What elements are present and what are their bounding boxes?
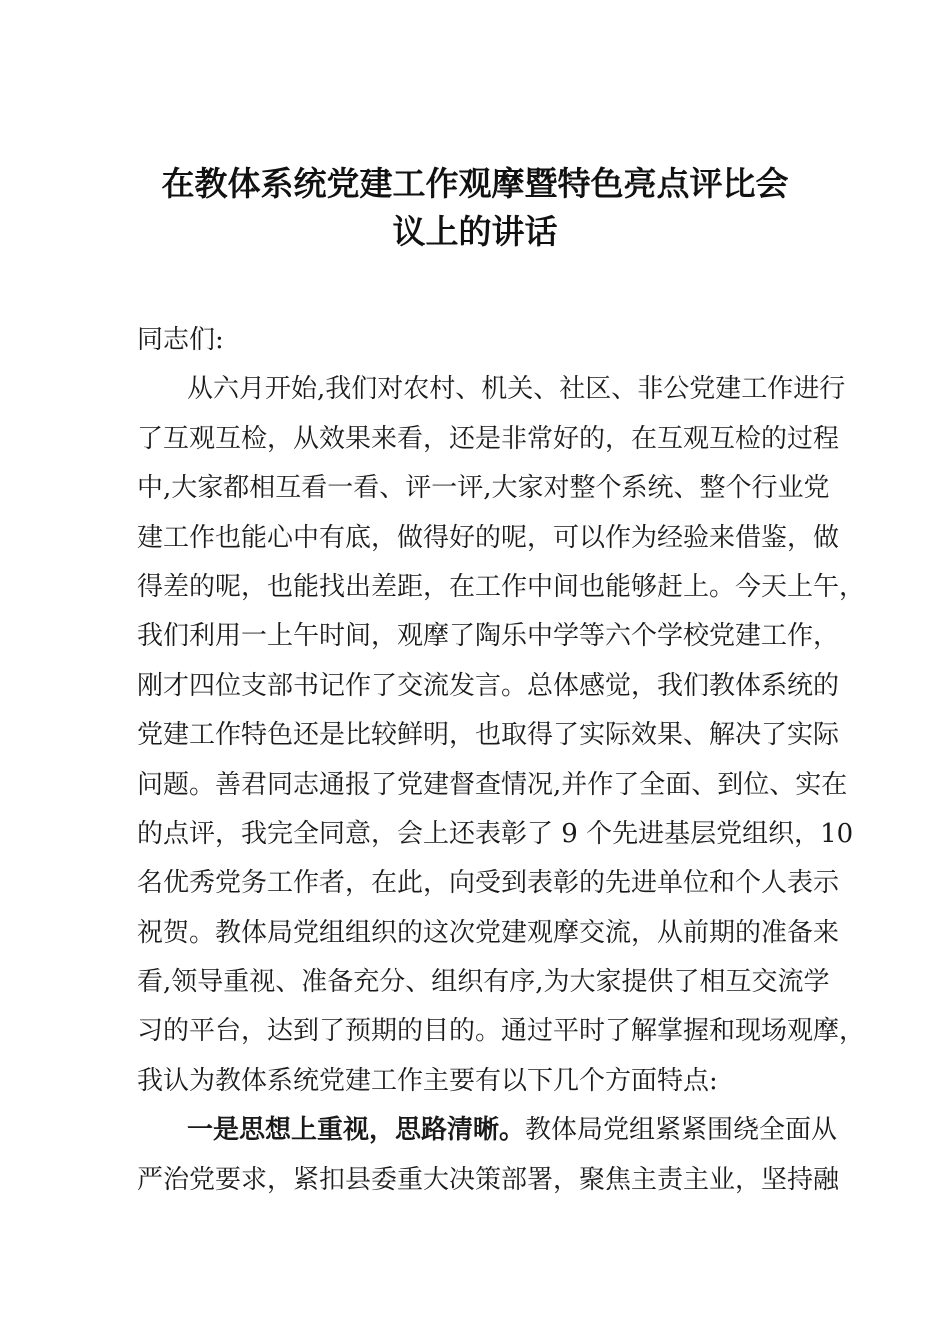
paragraph-line: 党建工作特色还是比较鲜明，也取得了实际效果、解决了实际 xyxy=(137,720,840,751)
paragraph-line: 习的平台，达到了预期的目的。通过平时了解掌握和现场观摩， xyxy=(137,1016,866,1047)
paragraph-line: 看,领导重视、准备充分、组织有序,为大家提供了相互交流学 xyxy=(137,967,830,998)
bold-lead-text: 一是思想上重视，思路清晰。 xyxy=(187,1115,526,1146)
paragraph-line: 我们利用一上午时间，观摩了陶乐中学等六个学校党建工作， xyxy=(137,621,840,652)
paragraph-line xyxy=(137,1106,838,1155)
paragraph-line: 名优秀党务工作者，在此，向受到表彰的先进单位和个人表示 xyxy=(137,868,840,899)
title-line-2: 议上的讲话 xyxy=(392,212,558,251)
paragraph-line: 刚才四位支部书记作了交流发言。总体感觉，我们教体系统的 xyxy=(137,670,840,701)
document-body xyxy=(137,316,866,1205)
paragraph-text: 教体局党组紧紧围绕全面从 xyxy=(525,1115,838,1146)
greeting: 同志们: xyxy=(137,325,224,355)
paragraph-line: 了互观互检，从效果来看，还是非常好的，在互观互检的过程 xyxy=(137,423,840,454)
title-line-1: 在教体系统党建工作观摩暨特色亮点评比会 xyxy=(161,164,789,203)
document-title xyxy=(120,160,830,256)
paragraph-line: 我认为教体系统党建工作主要有以下几个方面特点: xyxy=(137,1065,718,1096)
paragraph-line: 建工作也能心中有底，做得好的呢，可以作为经验来借鉴，做 xyxy=(137,522,840,553)
paragraph-1 xyxy=(137,365,866,1106)
paragraph-line: 祝贺。教体局党组组织的这次党建观摩交流，从前期的准备来 xyxy=(137,917,840,948)
paragraph-line: 严治党要求，紧扣县委重大决策部署，聚焦主责主业，坚持融 xyxy=(137,1164,840,1195)
paragraph-2 xyxy=(137,1106,840,1205)
paragraph-line: 问题。善君同志通报了党建督查情况,并作了全面、到位、实在 xyxy=(137,769,848,800)
paragraph-line: 中,大家都相互看一看、评一评,大家对整个系统、整个行业党 xyxy=(137,473,830,504)
paragraph-line: 得差的呢，也能找出差距，在工作中间也能够赶上。今天上午， xyxy=(137,571,866,602)
paragraph-line: 的点评，我完全同意，会上还表彰了 9 个先进基层党组织，10 xyxy=(137,818,854,849)
paragraph-line: 从六月开始,我们对农村、机关、社区、非公党建工作进行 xyxy=(187,374,846,405)
